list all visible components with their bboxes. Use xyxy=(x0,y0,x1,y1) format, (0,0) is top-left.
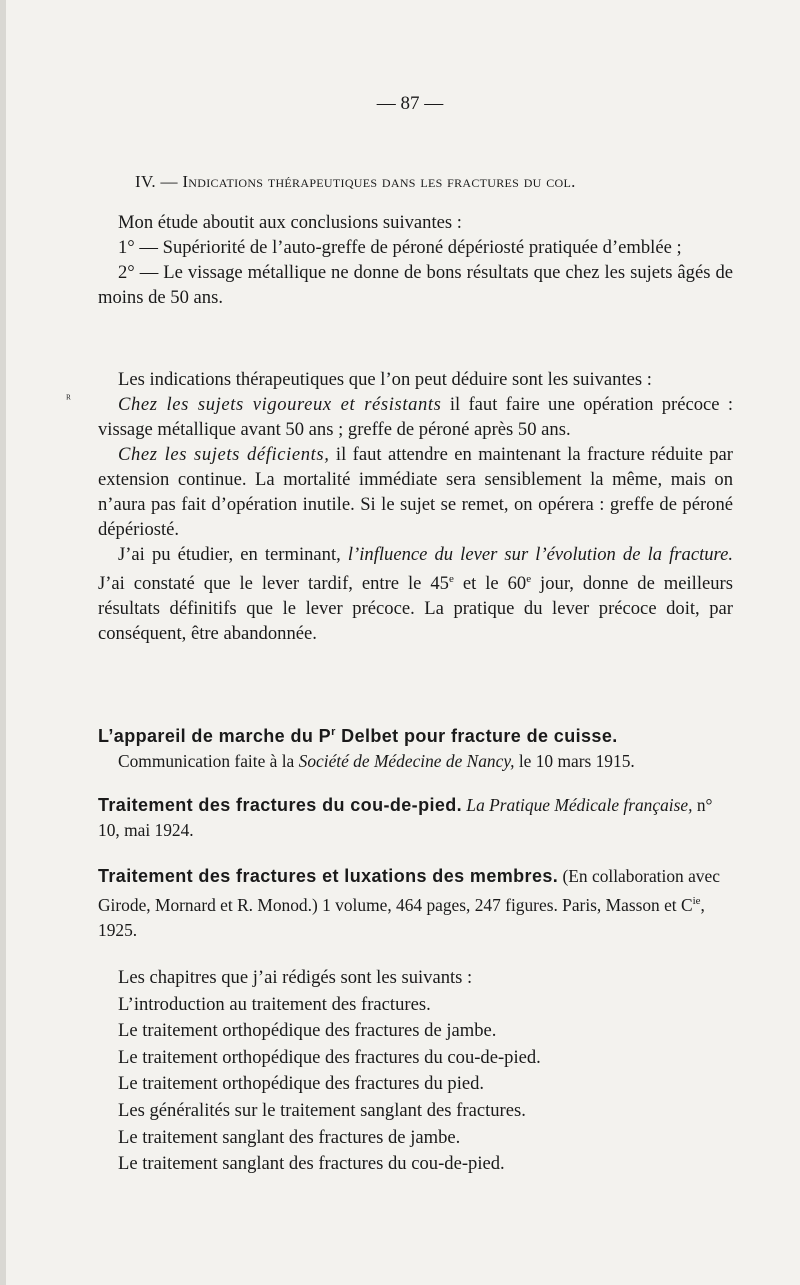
entry-3-sup: ie xyxy=(692,895,701,907)
deficient-subjects-em: Chez les sujets déficients, xyxy=(118,444,330,465)
chapter-item: Le traitement orthopédique des fractures du pied. xyxy=(118,1073,485,1095)
chapter-item: L’introduction au traitement des fractures. xyxy=(118,993,431,1015)
page-edge xyxy=(0,0,6,1285)
section-title: Indications thérapeutiques dans les fractures du col. xyxy=(182,172,576,191)
section-heading xyxy=(135,172,576,192)
entry-2-text: n° 10, mai 1924. xyxy=(98,795,713,840)
page-number: — 87 — xyxy=(376,93,444,114)
indications-lead: Les indications thérapeutiques que l’on peut déduire sont les suivantes : xyxy=(118,369,652,390)
deficient-subjects-text: il faut attendre en maintenant la fracture réduite par extension continue. La mortalité immédiate sera sensiblement la même, mais on n’aura pas fait d’opération inutile. Si le sujet se remet, on opérera : greffe de péroné dépériosté. xyxy=(98,444,733,540)
publication-entry-1 xyxy=(98,720,733,774)
entry-3-title: Traitement des fractures et luxations des membres. xyxy=(98,866,559,886)
chapter-item: Le traitement sanglant des fractures de jambe. xyxy=(118,1126,461,1148)
chapters-intro: Les chapitres que j’ai rédigés sont les suivants : xyxy=(118,967,473,988)
study-em: l’influence du lever sur l’évolution de la fracture. xyxy=(347,544,733,565)
conclusion-item-2: 2° — Le vissage métallique ne donne de bons résultats que chez les sujets âgés de moins de 50 ans. xyxy=(98,262,733,308)
study-sup-2: e xyxy=(526,573,532,585)
chapter-item: Le traitement orthopédique des fractures du cou-de-pied. xyxy=(118,1046,541,1068)
margin-mark: ᴿ xyxy=(66,392,71,406)
publication-entry-2 xyxy=(98,793,733,843)
indications-vigorous xyxy=(98,392,733,442)
indications-study xyxy=(98,542,733,646)
entry-3-text-a: (En collaboration avec Girode, Mornard et R. Monod.) 1 volume, 464 pages, 247 figures. Paris, Masson et C xyxy=(98,866,720,915)
entry-1-title-sup: r xyxy=(331,726,336,738)
entry-1-title-b: Delbet pour fracture de cuisse. xyxy=(335,725,618,746)
vigorous-subjects-text: il faut faire une opération précoce : vissage métallique avant 50 ans ; greffe de péroné après 50 ans. xyxy=(98,394,733,440)
chapter-item: Les généralités sur le traitement sanglant des fractures. xyxy=(118,1099,526,1121)
conclusion-item-1: 1° — Supériorité de l’auto-greffe de péroné dépériosté pratiquée d’emblée ; xyxy=(118,237,682,258)
entry-1-text-em: Société de Médecine de Nancy, xyxy=(298,750,515,771)
study-text-c: et le 60 xyxy=(453,573,527,595)
study-sup-1: e xyxy=(448,573,454,585)
study-text-a: J’ai pu étudier, en terminant, xyxy=(118,544,348,565)
entry-2-em: La Pratique Médicale française, xyxy=(462,795,693,815)
entry-2-title: Traitement des fractures du cou-de-pied. xyxy=(98,795,463,815)
entry-1-text-a: Communication faite à la xyxy=(118,750,299,771)
conclusions-block xyxy=(98,210,733,310)
chapters-list xyxy=(118,965,541,1178)
section-numeral: IV. — xyxy=(135,172,178,191)
entry-1-title xyxy=(98,720,733,749)
chapter-item: Le traitement sanglant des fractures du cou-de-pied. xyxy=(118,1153,505,1175)
entry-1-title-a: L’appareil de marche du P xyxy=(98,725,332,746)
entry-1-text-b: le 10 mars 1915. xyxy=(514,750,635,771)
entry-1-text xyxy=(98,749,733,774)
chapter-item: Le traitement orthopédique des fractures de jambe. xyxy=(118,1020,497,1042)
publication-entry-3 xyxy=(98,864,733,943)
indications-deficient xyxy=(98,442,733,542)
entry-3-text-b: , 1925. xyxy=(98,894,705,940)
conclusions-intro: Mon étude aboutit aux conclusions suivantes : xyxy=(118,212,462,233)
study-text-b: J’ai constaté que le lever tardif, entre le 45 xyxy=(98,573,449,595)
indications-block xyxy=(98,367,733,646)
vigorous-subjects-em: Chez les sujets vigoureux et résistants xyxy=(118,394,442,415)
study-text-d: jour, donne de meilleurs résultats définitifs que le lever précoce. La pratique du lever précoce doit, par conséquent, être abandonnée. xyxy=(98,573,733,645)
